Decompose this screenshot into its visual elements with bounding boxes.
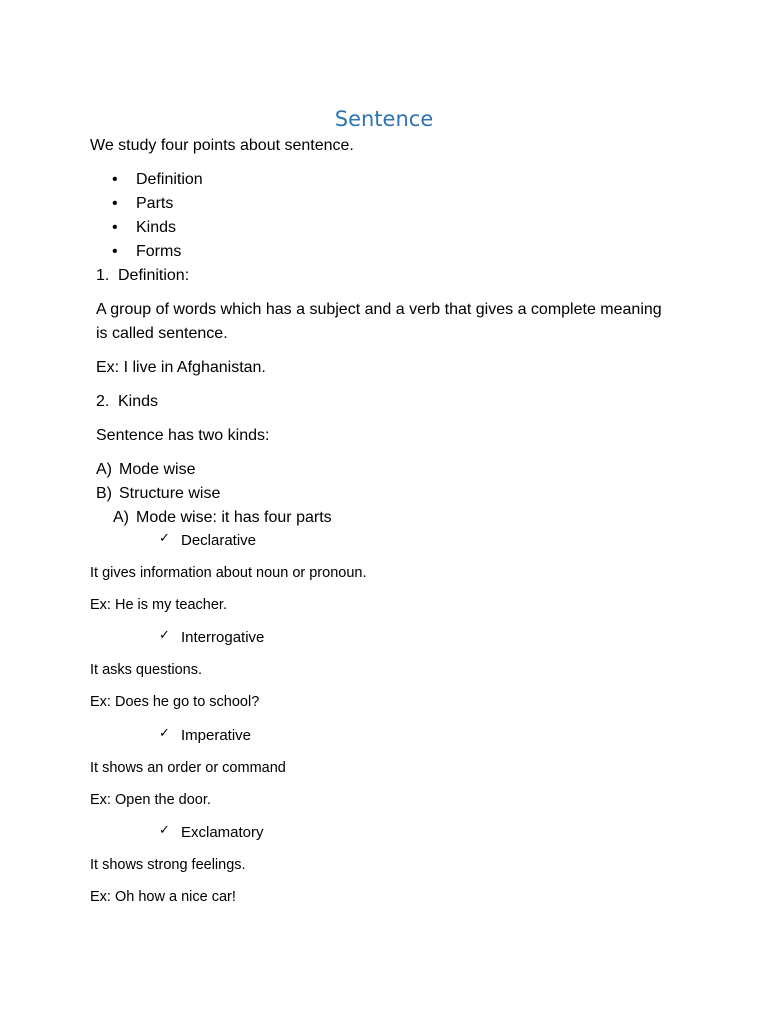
mode-example: Ex: Open the door.	[90, 792, 211, 808]
point-label: Definition	[136, 171, 203, 188]
check-icon: ✓	[159, 531, 170, 546]
section-heading: Definition:	[118, 267, 190, 284]
point-label: Forms	[136, 243, 182, 260]
mode-name: Exclamatory	[181, 824, 264, 841]
definition-text-line1: A group of words which has a subject and a verb that gives a complete meaning	[96, 301, 662, 318]
check-icon: ✓	[159, 726, 170, 741]
kind-marker: B)	[96, 485, 112, 502]
kind-marker: A)	[96, 461, 112, 478]
mode-description: It asks questions.	[90, 662, 203, 678]
kind-label: Mode wise	[119, 461, 196, 478]
mode-description: It gives information about noun or pronoun.	[90, 565, 367, 581]
definition-text-line2: is called sentence.	[96, 325, 228, 342]
kinds-intro: Sentence has two kinds:	[96, 427, 270, 444]
sub-heading: Mode wise: it has four parts	[136, 509, 332, 526]
mode-name: Declarative	[181, 532, 257, 549]
mode-example: Ex: He is my teacher.	[90, 597, 227, 613]
kind-label: Structure wise	[119, 485, 221, 502]
bullet-icon: •	[112, 195, 118, 212]
bullet-icon: •	[112, 171, 118, 188]
mode-description: It shows strong feelings.	[90, 857, 246, 873]
mode-example: Ex: Does he go to school?	[90, 694, 260, 710]
check-icon: ✓	[159, 628, 170, 643]
section-number: 1.	[96, 267, 110, 284]
mode-example: Ex: Oh how a nice car!	[90, 889, 236, 905]
bullet-icon: •	[112, 243, 118, 260]
mode-name: Imperative	[181, 727, 252, 744]
bullet-icon: •	[112, 219, 118, 236]
point-label: Kinds	[136, 219, 177, 236]
point-label: Parts	[136, 195, 174, 212]
check-icon: ✓	[159, 823, 170, 838]
mode-description: It shows an order or command	[90, 760, 286, 776]
sub-marker: A)	[113, 509, 129, 526]
page-title: Sentence	[334, 107, 434, 131]
section-number: 2.	[96, 393, 110, 410]
section-heading: Kinds	[118, 393, 159, 410]
intro-text: We study four points about sentence.	[90, 137, 354, 154]
definition-example: Ex: I live in Afghanistan.	[96, 359, 266, 376]
mode-name: Interrogative	[181, 629, 265, 646]
